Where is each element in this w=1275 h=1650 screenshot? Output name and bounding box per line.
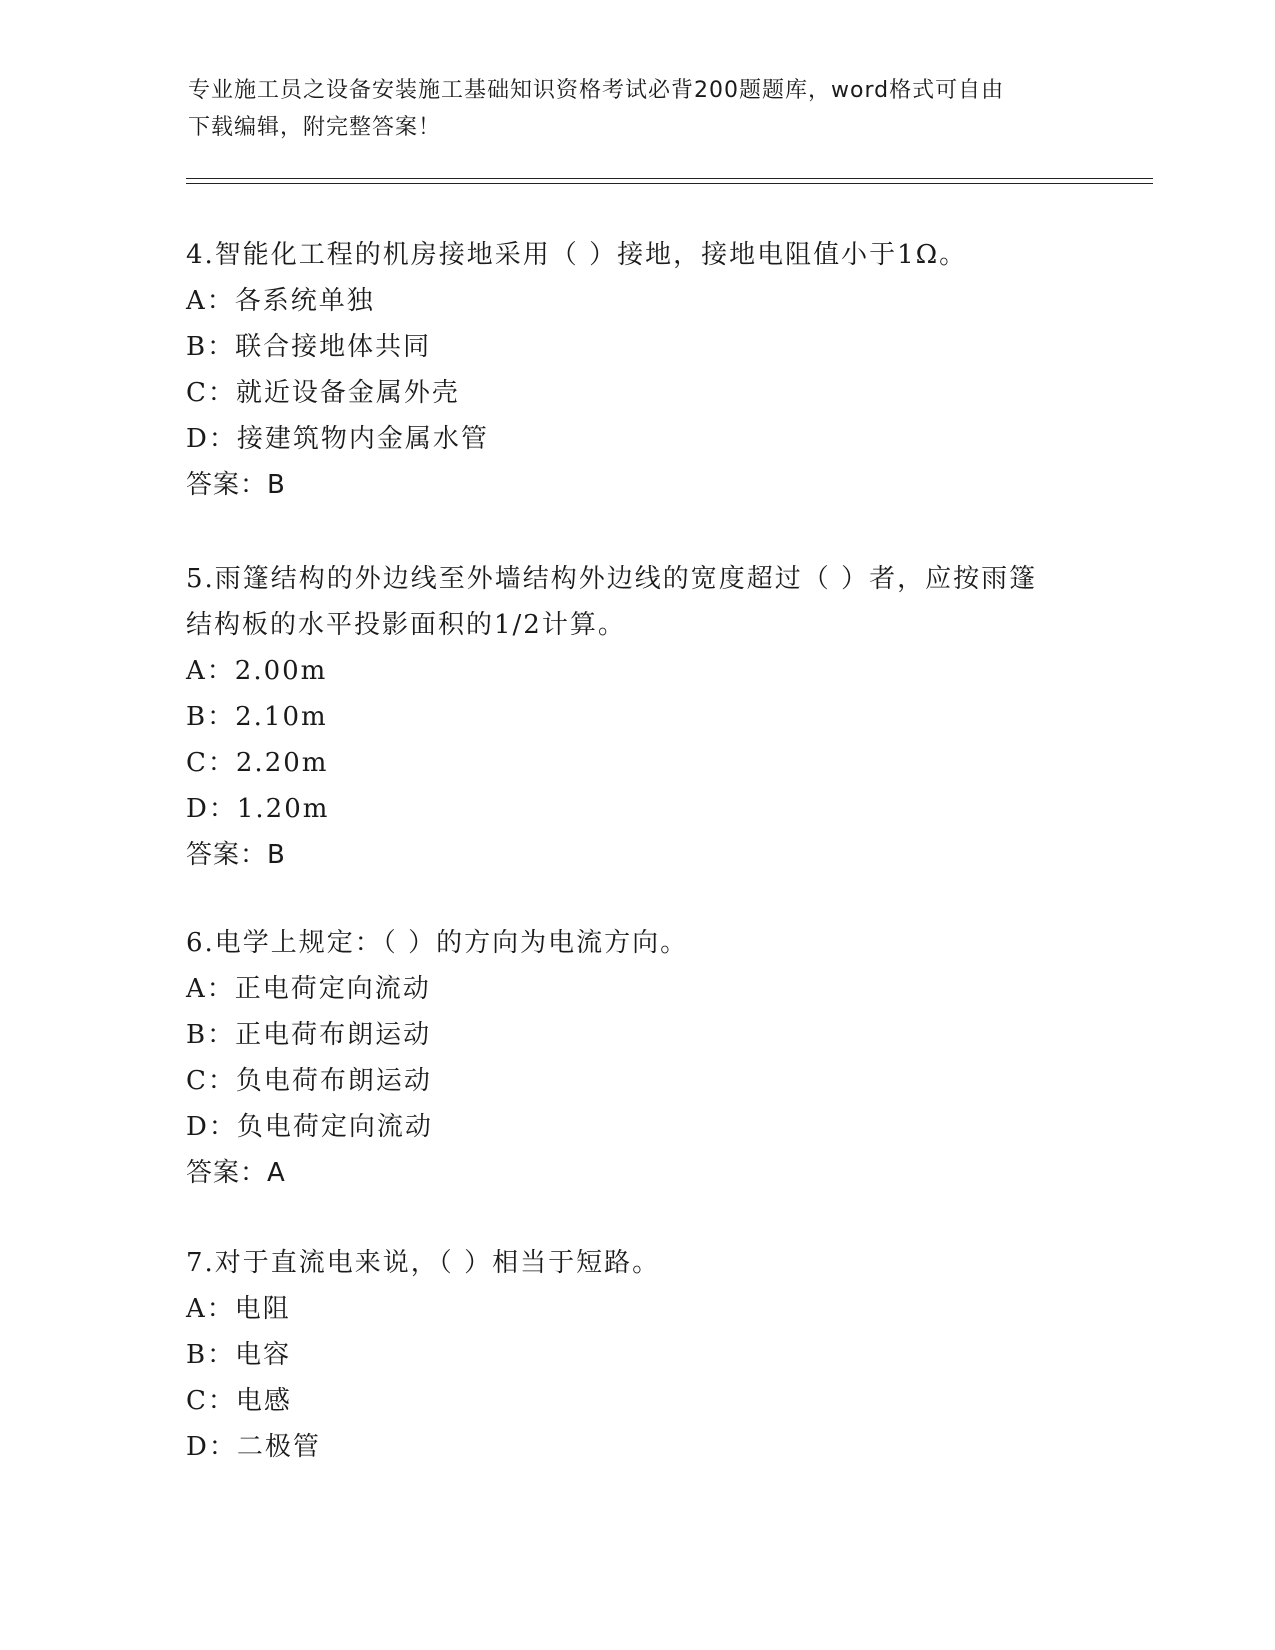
question-stem-line-1: 5.雨篷结构的外边线至外墙结构外边线的宽度超过（ ）者，应按雨篷 bbox=[186, 564, 1038, 594]
option-a: A：电阻 bbox=[186, 1294, 291, 1324]
question-5 bbox=[186, 556, 1086, 878]
question-stem: 7.对于直流电来说，（ ）相当于短路。 bbox=[186, 1248, 661, 1278]
option-a: A：2.00m bbox=[186, 656, 328, 686]
answer-key: 答案：B bbox=[186, 840, 286, 870]
option-d: D：1.20m bbox=[186, 794, 330, 824]
option-b: B：联合接地体共同 bbox=[186, 332, 432, 362]
header-divider-top bbox=[186, 178, 1153, 179]
option-a: A：各系统单独 bbox=[186, 286, 375, 316]
option-c: C：电感 bbox=[186, 1386, 292, 1416]
option-c: C：2.20m bbox=[186, 748, 329, 778]
header-line-1: 专业施工员之设备安装施工基础知识资格考试必背200题题库，word格式可自由 bbox=[188, 78, 1005, 103]
question-stem: 4.智能化工程的机房接地采用（ ）接地，接地电阻值小于1Ω。 bbox=[186, 240, 968, 270]
option-b: B：电容 bbox=[186, 1340, 292, 1370]
question-4 bbox=[186, 232, 1086, 508]
question-stem: 6.电学上规定：（ ）的方向为电流方向。 bbox=[186, 928, 689, 958]
option-d: D：接建筑物内金属水管 bbox=[186, 424, 489, 454]
question-7 bbox=[186, 1240, 1086, 1470]
question-stem-line-2: 结构板的水平投影面积的1/2计算。 bbox=[186, 610, 626, 640]
option-b: B：2.10m bbox=[186, 702, 328, 732]
answer-key: 答案：B bbox=[186, 470, 286, 500]
question-6 bbox=[186, 920, 1086, 1196]
option-c: C：就近设备金属外壳 bbox=[186, 378, 460, 408]
document-header bbox=[188, 72, 1088, 146]
option-a: A：正电荷定向流动 bbox=[186, 974, 431, 1004]
answer-key: 答案：A bbox=[186, 1158, 286, 1188]
option-d: D：二极管 bbox=[186, 1432, 321, 1462]
header-line-2: 下载编辑，附完整答案！ bbox=[188, 115, 442, 140]
header-divider-bottom bbox=[186, 183, 1153, 184]
option-d: D：负电荷定向流动 bbox=[186, 1112, 433, 1142]
option-b: B：正电荷布朗运动 bbox=[186, 1020, 432, 1050]
option-c: C：负电荷布朗运动 bbox=[186, 1066, 432, 1096]
